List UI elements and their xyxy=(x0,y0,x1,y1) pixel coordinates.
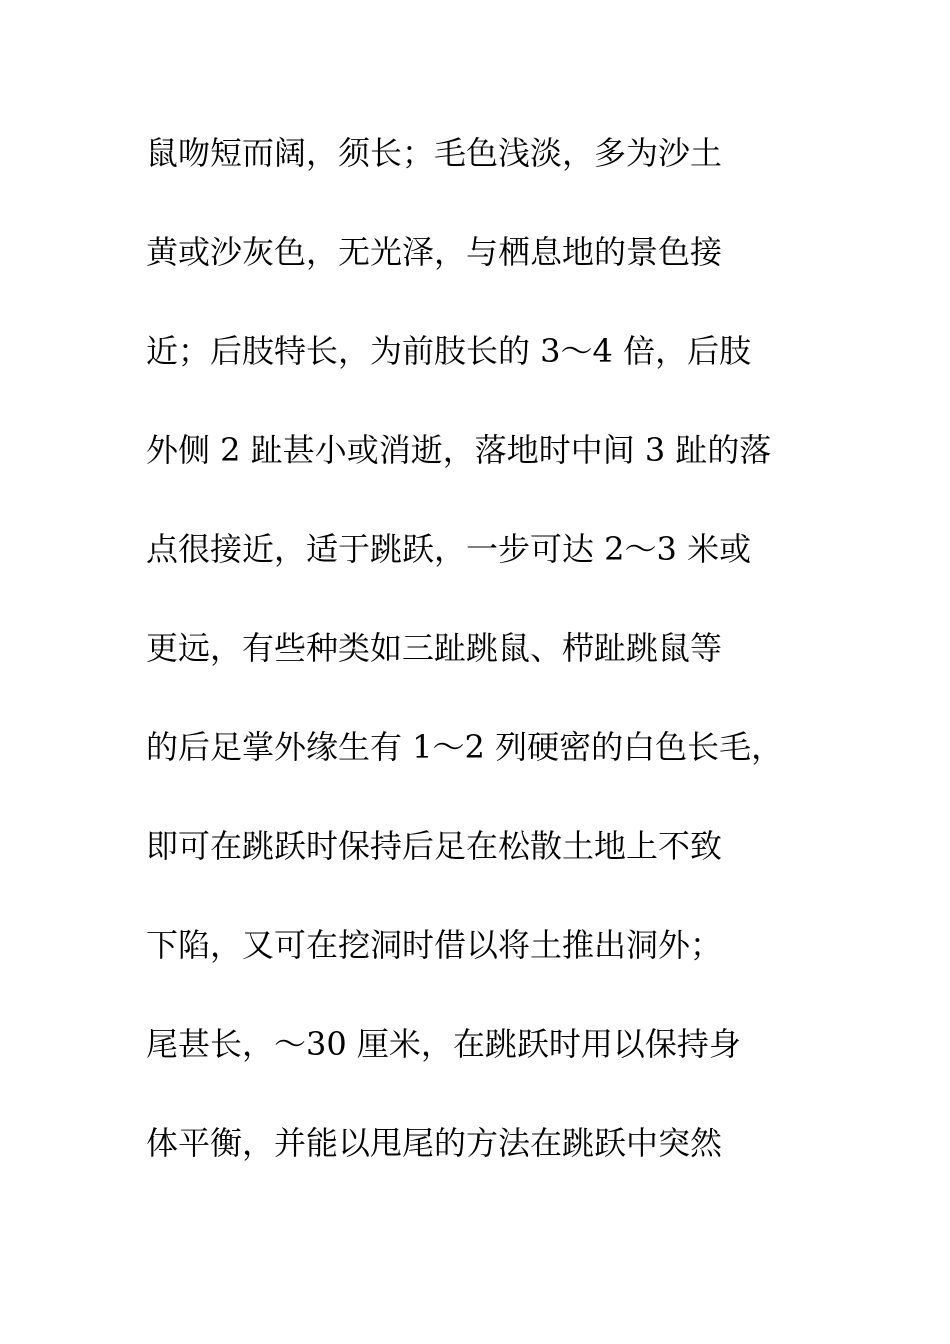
text-line-1: 鼠吻短而阔，须长；毛色浅淡，多为沙土 xyxy=(146,134,723,172)
text-line-9: 下陷，又可在挖洞时借以将土推出洞外； xyxy=(146,926,723,964)
text-line-6: 更远，有些种类如三趾跳鼠、栉趾跳鼠等 xyxy=(146,629,723,667)
text-line-5: 点很接近，适于跳跃，一步可达 2～3 米或 xyxy=(146,530,752,568)
text-line-11: 体平衡，并能以甩尾的方法在跳跃中突然 xyxy=(146,1124,723,1162)
text-line-10: 尾甚长，～30 厘米，在跳跃时用以保持身 xyxy=(146,1025,741,1063)
text-line-8: 即可在跳跃时保持后足在松散土地上不致 xyxy=(146,827,723,865)
text-line-4: 外侧 2 趾甚小或消逝，落地时中间 3 趾的落 xyxy=(146,431,772,469)
text-line-3: 近；后肢特长，为前肢长的 3～4 倍，后肢 xyxy=(146,332,752,370)
text-line-7: 的后足掌外缘生有 1～2 列硬密的白色长毛， xyxy=(146,728,784,766)
text-line-2: 黄或沙灰色，无光泽，与栖息地的景色接 xyxy=(146,233,723,271)
body-paragraph xyxy=(146,125,846,1214)
